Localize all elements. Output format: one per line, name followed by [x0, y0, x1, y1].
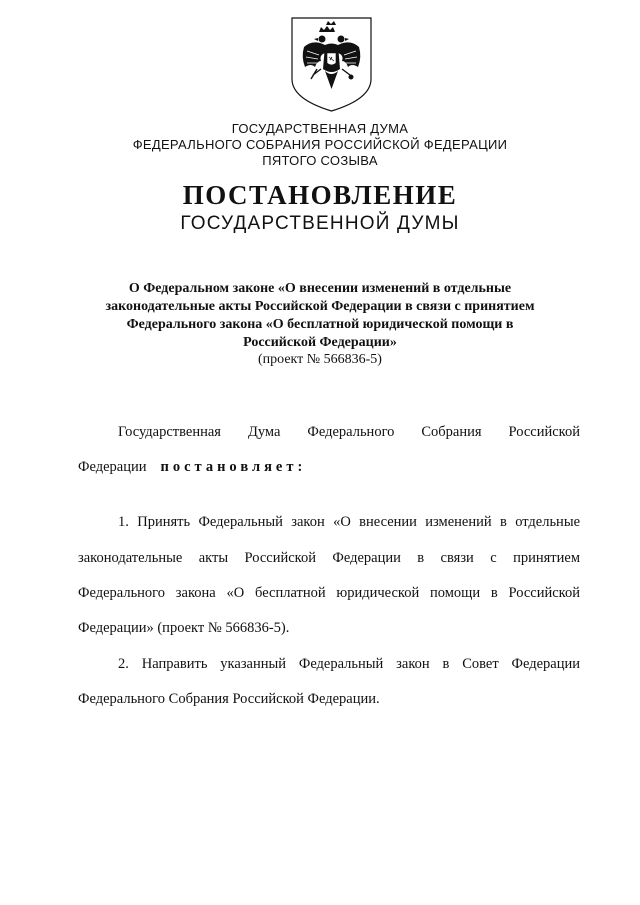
document-title: ПОСТАНОВЛЕНИЕ	[182, 180, 458, 210]
item1-line-4: Федерации» (проект № 566836-5).	[78, 620, 290, 636]
preamble-line-2	[78, 459, 580, 476]
coat-of-arms-icon	[291, 17, 372, 112]
preamble-federation: Федерации	[78, 459, 147, 475]
subject-line-2: законодательные акты Российской Федерации в связи с принятием	[105, 299, 535, 314]
subject-line-3: Федерального закона «О бесплатной юридической помощи в	[126, 317, 514, 332]
subject-line-1: О Федеральном законе «О внесении изменений в отдельные	[128, 281, 512, 296]
item2-line-2: Федерального Собрания Российской Федерации.	[78, 691, 380, 707]
item1-line-1: 1. Принять Федеральный закон «О внесении изменений в отдельные	[118, 514, 580, 530]
document-subtitle: ГОСУДАРСТВЕННОЙ ДУМЫ	[180, 213, 460, 234]
header-line-2: ФЕДЕРАЛЬНОГО СОБРАНИЯ РОССИЙСКОЙ ФЕДЕРАЦИИ	[132, 137, 508, 152]
subject-draft-number: (проект № 566836-5)	[258, 352, 382, 367]
item1-line-3: Федерального закона «О бесплатной юридической помощи в Российской	[78, 585, 580, 601]
preamble-line-1: Государственная Дума Федерального Собрания Российской	[118, 424, 580, 440]
header-line-1: ГОСУДАРСТВЕННАЯ ДУМА	[231, 121, 409, 136]
item2-line-1: 2. Направить указанный Федеральный закон в Совет Федерации	[118, 656, 580, 672]
item1-line-2: законодательные акты Российской Федерации в связи с принятием	[78, 550, 580, 566]
subject-line-4: Российской Федерации»	[243, 335, 397, 350]
preamble-resolves: постановляет:	[160, 459, 307, 475]
header-line-3: ПЯТОГО СОЗЫВА	[262, 153, 378, 168]
